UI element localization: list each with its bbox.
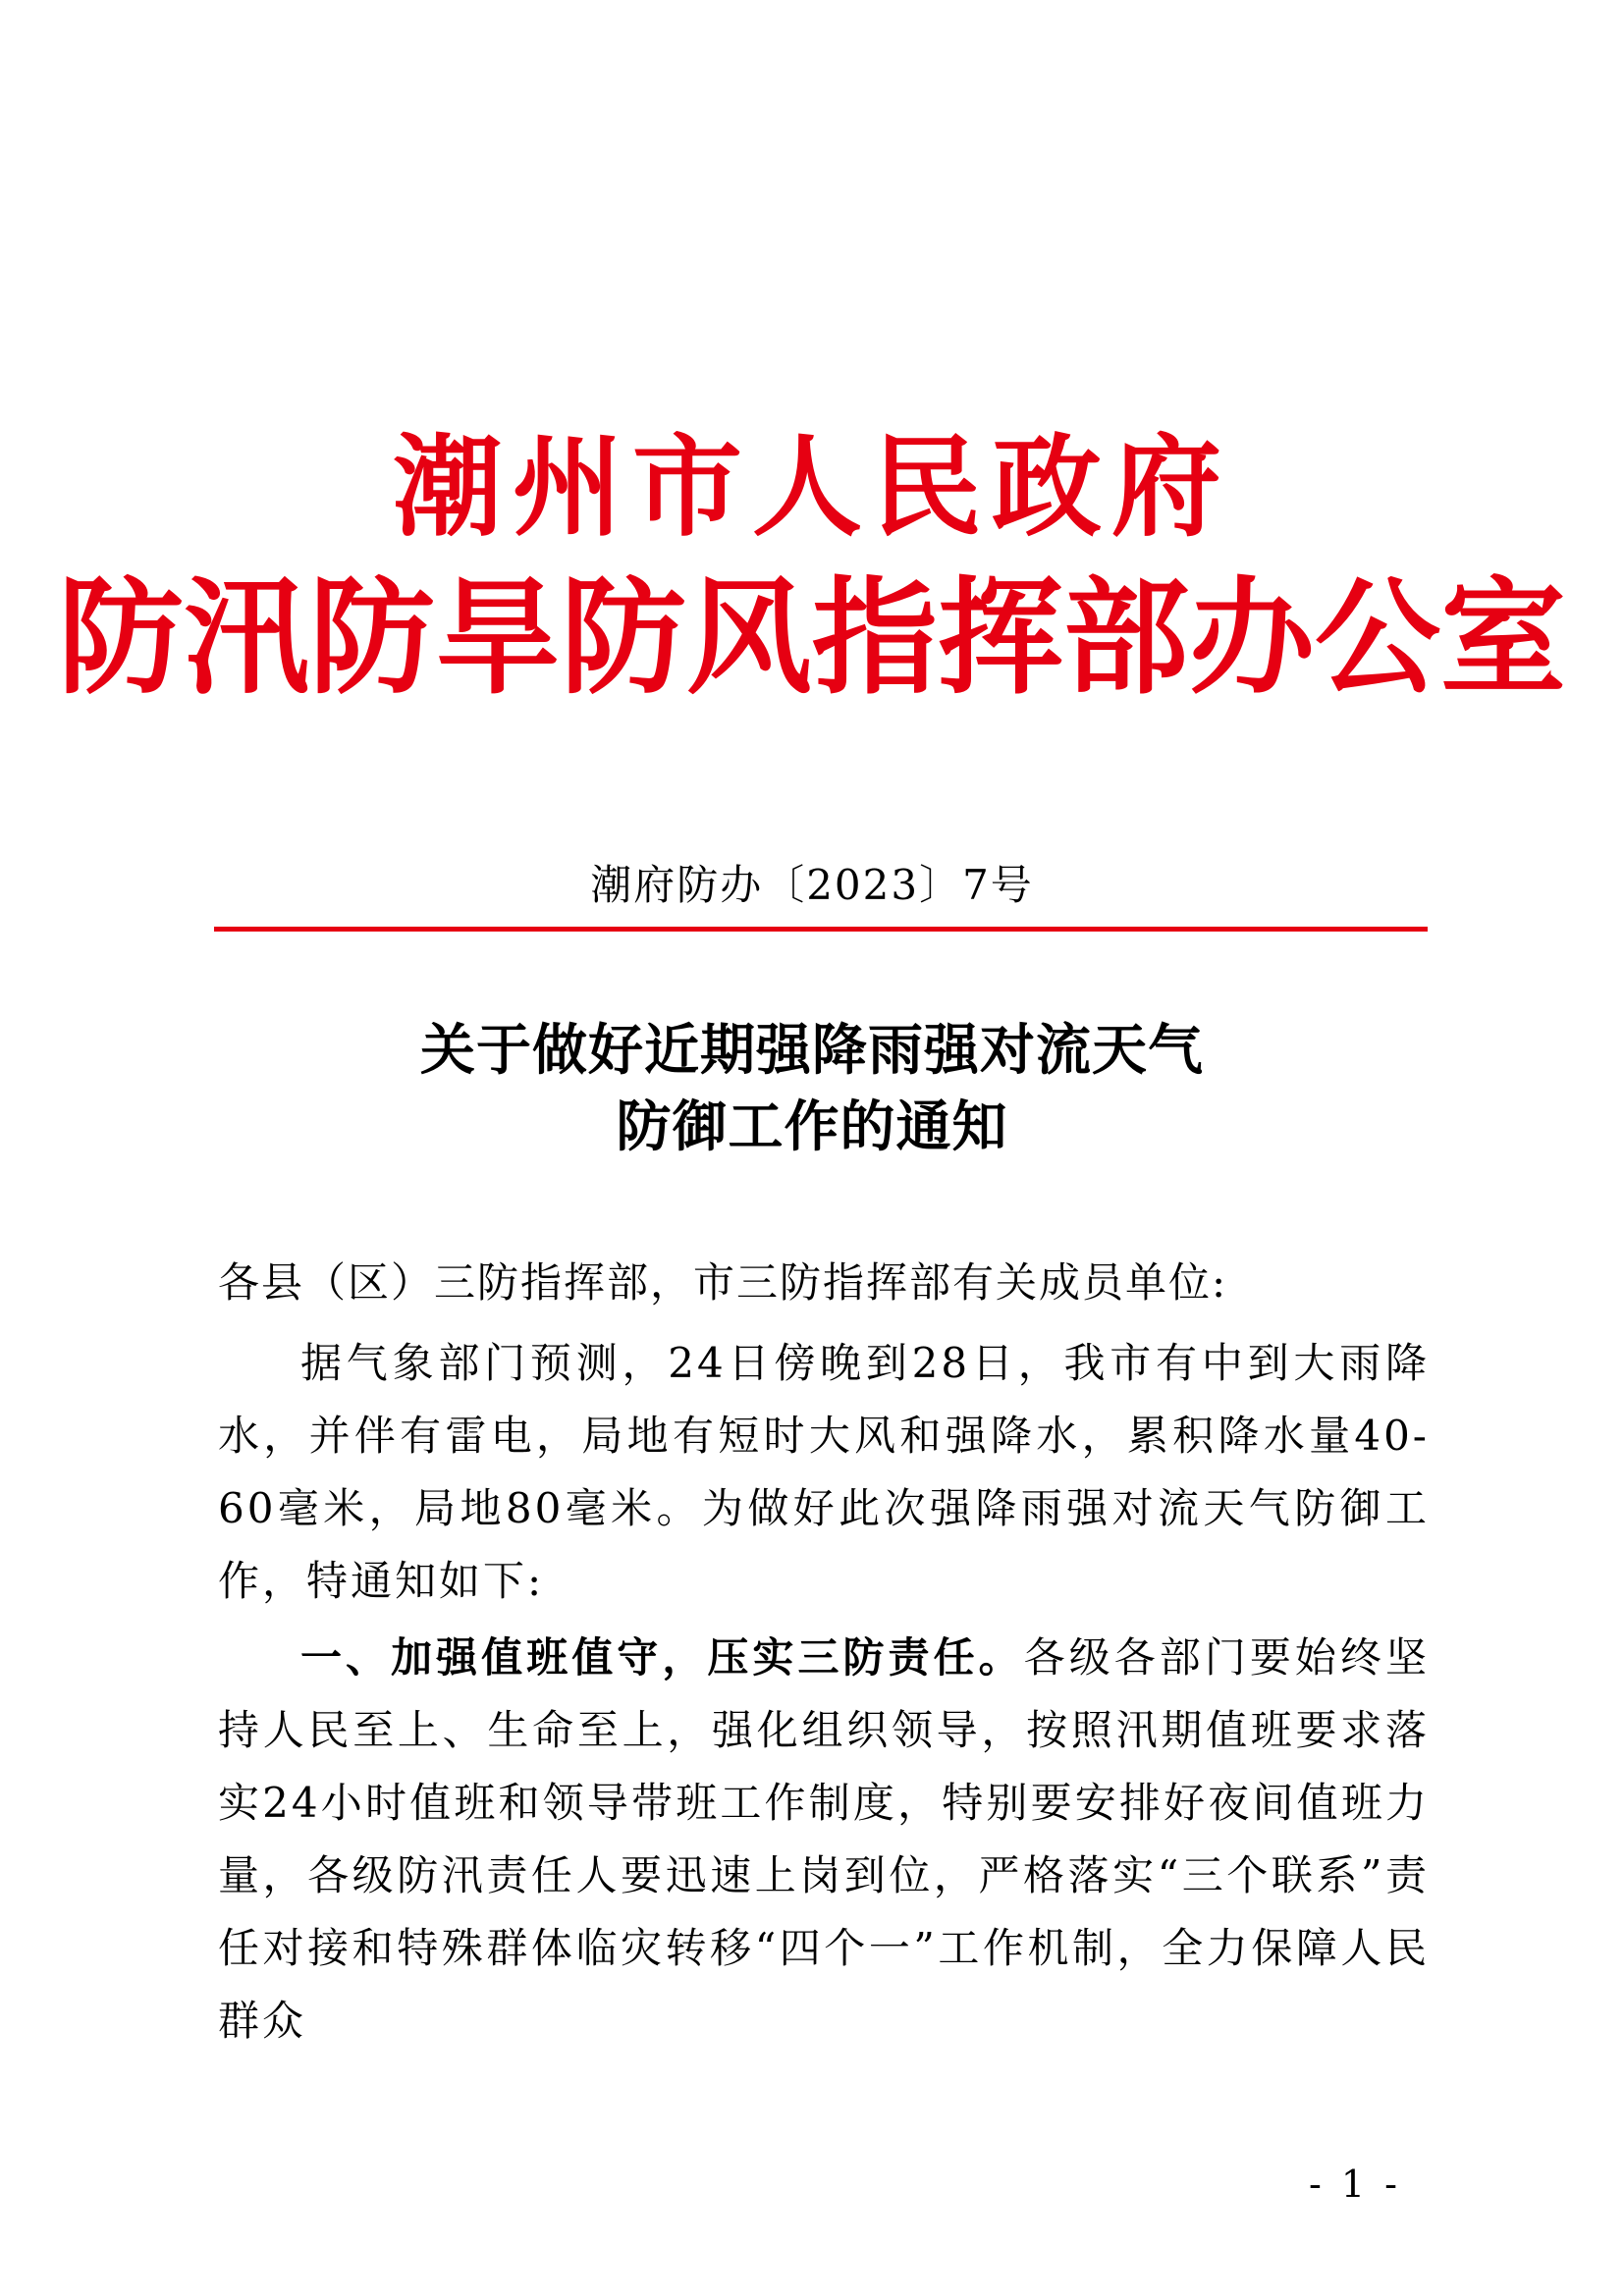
red-separator-line xyxy=(214,927,1428,932)
notice-title-line-2: 防御工作的通知 xyxy=(616,1095,1008,1159)
paragraph-section-1 xyxy=(218,1622,1430,2057)
issuing-authority-line-2: 防汛防旱防风指挥部办公室 xyxy=(57,564,1566,712)
issuing-authority-line-1: 潮州市人民政府 xyxy=(393,423,1231,552)
notice-title-line-1: 关于做好近期强降雨强对流天气 xyxy=(420,1018,1204,1083)
page-number: - 1 - xyxy=(1308,2163,1401,2206)
section-1-heading: 一、加强值班值守，压实三防责任。 xyxy=(300,1633,1024,1682)
paragraph-intro: 据气象部门预测，24日傍晚到28日，我市有中到大雨降水，并伴有雷电，局地有短时大风和强降水，累积降水量40-60毫米，局地80毫米。为做好此次强降雨强对流天气防御工作，特通知如下: xyxy=(218,1339,1430,1605)
section-1-text: 各级各部门要始终坚持人民至上、生命至上，强化组织领导，按照汛期值班要求落实24小时值班和领导带班工作制度，特别要安排好夜间值班力量，各级防汛责任人要迅速上岗到位，严格落实“三个联系”责任对接和特殊群体临灾转移“四个一”工作机制，全力保障人民群众 xyxy=(218,1633,1430,2045)
salutation: 各县（区）三防指挥部，市三防指挥部有关成员单位: xyxy=(218,1258,1228,1307)
document-number: 潮府防办〔2023〕7号 xyxy=(590,861,1034,909)
